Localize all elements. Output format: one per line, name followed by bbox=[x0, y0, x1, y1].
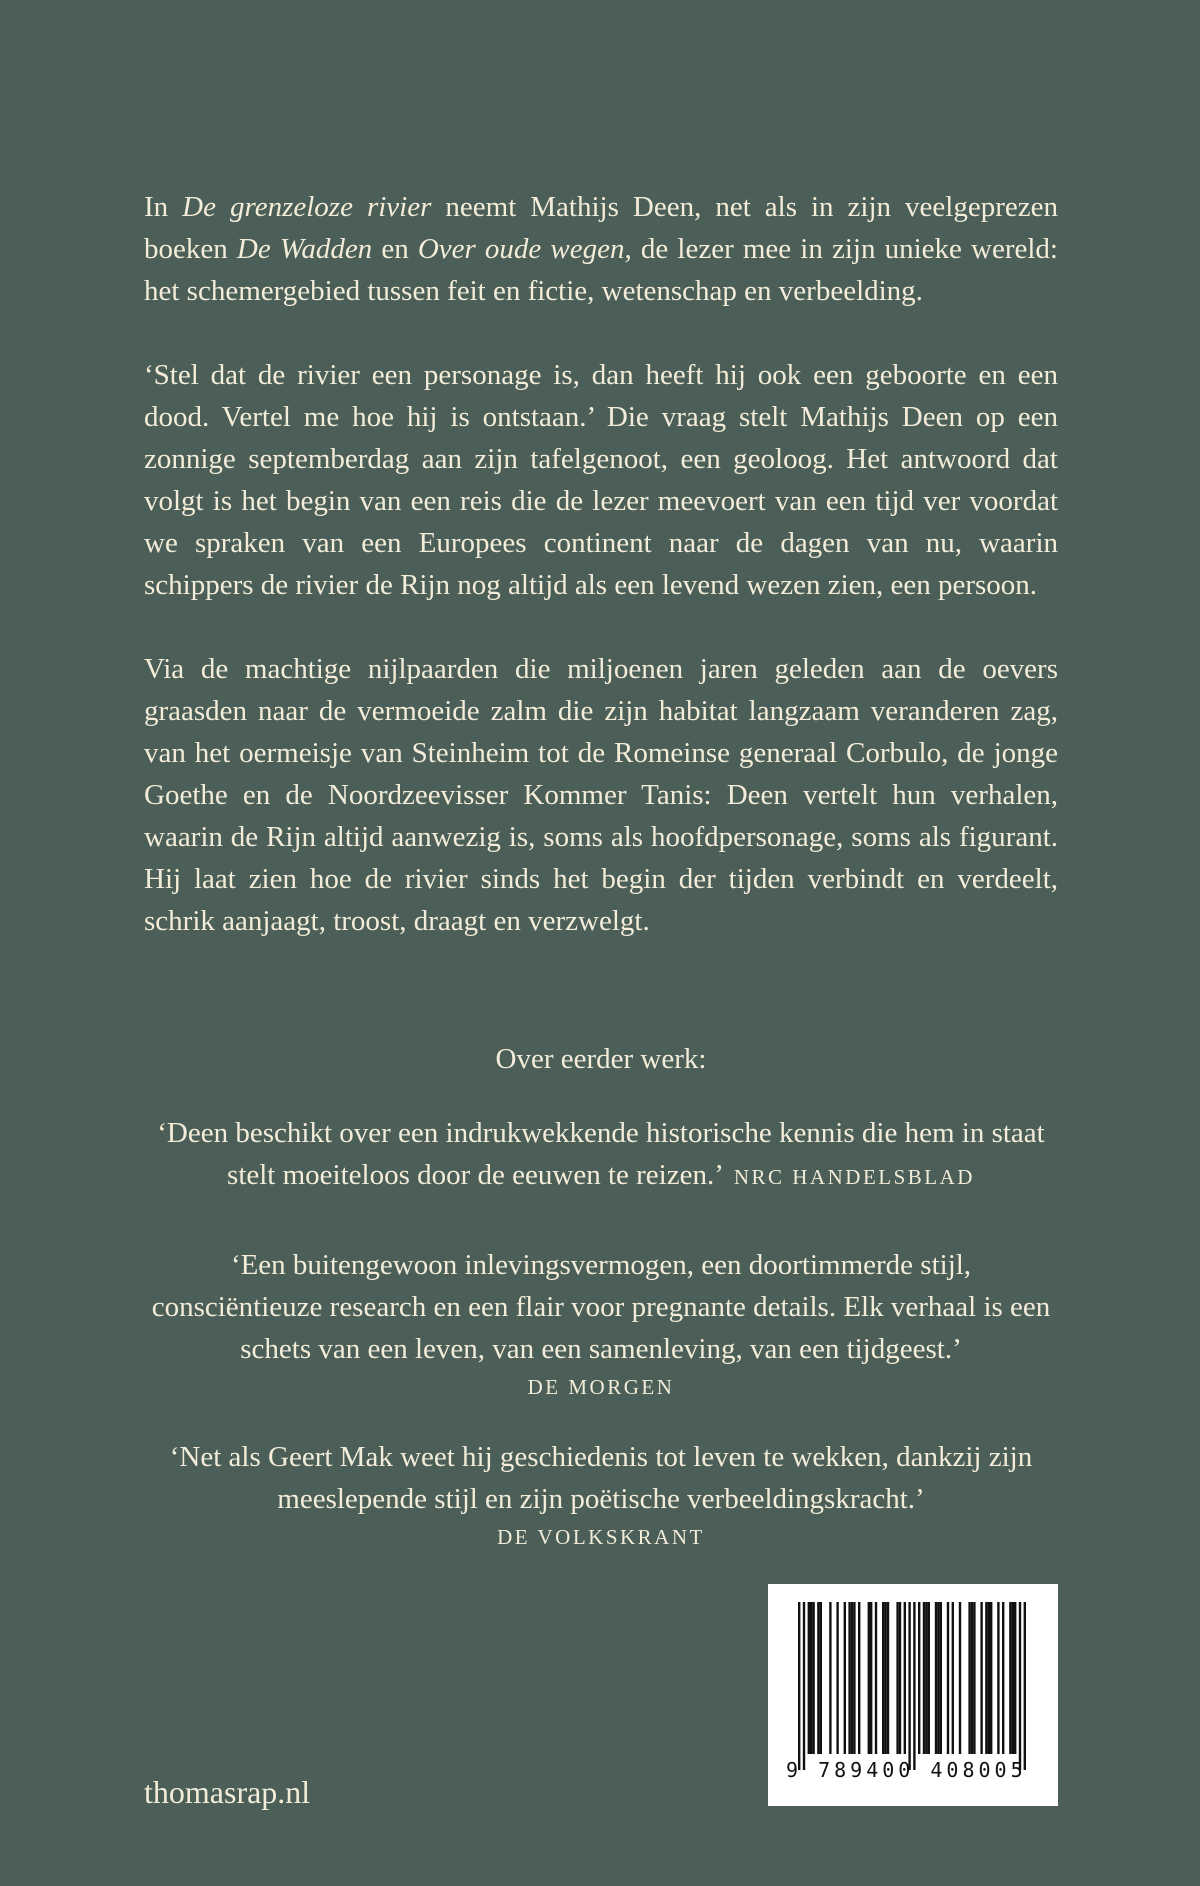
barcode-bar bbox=[937, 1602, 939, 1754]
barcode-bar bbox=[870, 1602, 872, 1754]
press-quote bbox=[144, 1244, 1058, 1404]
barcode-bar bbox=[1012, 1602, 1014, 1754]
publisher-website: thomasrap.nl bbox=[144, 1774, 311, 1810]
book-title: Over oude wegen bbox=[417, 233, 625, 265]
barcode-bar bbox=[908, 1602, 910, 1770]
barcode-bar bbox=[848, 1602, 850, 1754]
quote-source: DE MORGEN bbox=[527, 1375, 675, 1399]
barcode-bar bbox=[1024, 1602, 1026, 1770]
barcode-bar bbox=[1014, 1602, 1016, 1754]
barcode-bar bbox=[803, 1602, 805, 1770]
barcode-bar bbox=[997, 1602, 999, 1754]
quote-source: DE VOLKSKRANT bbox=[497, 1525, 705, 1549]
blurb-text: In bbox=[144, 191, 183, 223]
barcode-bar bbox=[820, 1602, 822, 1754]
barcode-bar bbox=[812, 1602, 814, 1754]
blurb-text: , de lezer mee in zijn unieke wereld: het schemergebied tussen feit en fictie, wetenschap en verbeelding. bbox=[144, 233, 1058, 307]
barcode-bar bbox=[884, 1602, 886, 1754]
barcode-bar bbox=[1019, 1602, 1021, 1770]
barcode-bar bbox=[928, 1602, 930, 1754]
quote-text: ‘Een buitengewoon inlevingsvermogen, een doortimmerde stijl, consciëntieuze research en een flair voor pregnante details. Elk verhaal is een schets van een leven, van een samenleving, van een tijdgeest.’ bbox=[151, 1249, 1051, 1365]
barcode-bar bbox=[844, 1602, 846, 1754]
barcode-bar bbox=[988, 1602, 990, 1754]
barcode-bar bbox=[904, 1602, 906, 1754]
quote-text: ‘Net als Geert Mak weet hij geschiedenis tot leven te wekken, dankzij zijn meeslepende stijl en zijn poëtische verbeeldingskracht.’ bbox=[169, 1441, 1033, 1515]
barcode-bar bbox=[923, 1602, 925, 1754]
blurb-text: en bbox=[372, 233, 418, 265]
barcode-bar bbox=[875, 1602, 877, 1754]
barcode-bar bbox=[882, 1602, 884, 1754]
barcode-bar bbox=[810, 1602, 812, 1754]
barcode-bar bbox=[1009, 1602, 1011, 1754]
barcode-bar bbox=[896, 1602, 898, 1754]
barcode-bar bbox=[959, 1602, 961, 1754]
isbn-barcode bbox=[768, 1584, 1058, 1806]
barcode-bar bbox=[817, 1602, 819, 1754]
barcode-bar bbox=[868, 1602, 870, 1754]
press-quote bbox=[144, 1112, 1058, 1198]
press-quote bbox=[144, 1436, 1058, 1554]
barcode-bar bbox=[798, 1602, 800, 1770]
barcode-bar bbox=[887, 1602, 889, 1754]
blurb-paragraph-2: ‘Stel dat de rivier een personage is, dan heeft hij ook een geboorte en een dood. Vertel me hoe hij is ontstaan.’ Die vraag stelt Mathijs Deen op een zonnige septemberdag aan zijn tafelgenoot, een geoloog. Het antwoord dat volgt is het begin van een reis die de lezer meevoert van een tijd ver voordat we spraken van een Europees continent naar de dagen van nu, waarin schippers de rivier de Rijn nog altijd als een levend wezen zien, een persoon. bbox=[144, 359, 1058, 601]
barcode-bar bbox=[1002, 1602, 1004, 1754]
barcode-bar bbox=[935, 1602, 937, 1754]
barcode-bar bbox=[925, 1602, 927, 1754]
blurb-text: neemt Mathijs Deen, net als in zijn veelgeprezen boeken bbox=[144, 191, 1058, 265]
barcode-bar bbox=[980, 1602, 982, 1754]
barcode-bar bbox=[985, 1602, 987, 1754]
barcode-bar bbox=[968, 1602, 970, 1754]
barcode-bar bbox=[913, 1602, 915, 1770]
barcode-bar bbox=[836, 1602, 838, 1754]
blurb-paragraph-3: Via de machtige nijlpaarden die miljoenen jaren geleden aan de oevers graasden naar de vermoeide zalm die zijn habitat langzaam veranderen zag, van het oermeisje van Steinheim tot de Romeinse generaal Corbulo, de jonge Goethe en de Noordzeevisser Kommer Tanis: Deen vertelt hun verhalen, waarin de Rijn altijd aanwezig is, soms als hoofdpersonage, soms als figurant. Hij laat zien hoe de rivier sinds het begin der tijden verbindt en verdeelt, schrik aanjaagt, troost, draagt en verzwelgt. bbox=[144, 653, 1058, 937]
barcode-bar bbox=[990, 1602, 992, 1754]
barcode-bar bbox=[971, 1602, 973, 1754]
barcode-bar bbox=[952, 1602, 954, 1754]
isbn-digits: 9 789400 408005 bbox=[786, 1758, 1027, 1782]
barcode-bar bbox=[947, 1602, 949, 1754]
quote-text: ‘Deen beschikt over een indrukwekkende historische kennis die hem in staat stelt moeiteloos door de eeuwen te reizen.’ bbox=[157, 1117, 1045, 1191]
barcode-bar bbox=[829, 1602, 831, 1754]
book-title: De grenzeloze rivier bbox=[182, 191, 432, 223]
book-title: De Wadden bbox=[236, 233, 373, 265]
praise-heading: Over eerder werk: bbox=[495, 1043, 707, 1075]
barcode-bar bbox=[973, 1602, 975, 1754]
barcode-bar bbox=[858, 1602, 860, 1754]
quote-source: NRC HANDELSBLAD bbox=[733, 1165, 975, 1189]
barcode-bar bbox=[853, 1602, 855, 1754]
blurb-paragraph-1 bbox=[144, 186, 1058, 312]
barcode-bar bbox=[918, 1602, 920, 1754]
barcode-bar bbox=[808, 1602, 810, 1754]
blurb bbox=[144, 186, 1058, 984]
barcode-bar bbox=[899, 1602, 901, 1754]
barcode-bar bbox=[851, 1602, 853, 1754]
barcode-bar bbox=[940, 1602, 942, 1754]
